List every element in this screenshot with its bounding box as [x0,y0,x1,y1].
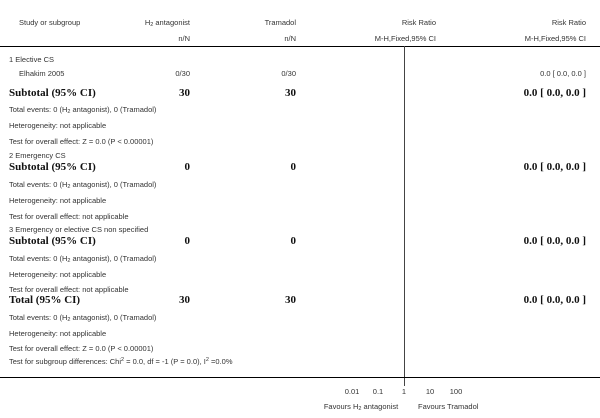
header-exp-n: n/N [178,34,190,43]
note-heterogeneity: Heterogeneity: not applicable [9,196,107,205]
no-effect-line [404,46,405,386]
group-label: 2 Emergency CS [9,151,66,160]
subtotal-ctl: 0 [290,161,296,173]
header-effect-title: Risk Ratio [551,18,586,27]
total-effect: 0.0 [ 0.0, 0.0 ] [523,294,586,306]
note-events: Total events: 0 (H2 antagonist), 0 (Tramadol) [9,180,157,190]
group-label: 3 Emergency or elective CS non specified [9,225,149,234]
header-plot-title: Risk Ratio [401,18,436,27]
x-tick-label: 100 [449,387,463,396]
x-tick-label: 10 [425,387,435,396]
subtotal-exp: 30 [179,87,190,99]
subtotal-exp: 0 [184,235,190,247]
study-effect: 0.0 [ 0.0, 0.0 ] [540,69,586,78]
header-study: Study or subgroup [19,18,81,27]
subtotal-label: Subtotal (95% CI) [9,161,96,173]
note-heterogeneity: Heterogeneity: not applicable [9,329,107,338]
header-effect-method: M-H,Fixed,95% CI [524,34,586,43]
header-experimental: H2 antagonist [144,18,190,28]
subtotal-ctl: 0 [290,235,296,247]
note-events: Total events: 0 (H2 antagonist), 0 (Tramadol) [9,313,157,323]
study-exp: 0/30 [175,69,190,78]
note-subgroup-differences: Test for subgroup differences: Chi$^2$ = 0.0, df = -1 (P = 0.0), $I^2 =0.0\%$ [9,357,233,366]
favours-right-label: Favours Tramadol [418,402,479,411]
group-label: 1 Elective CS [9,55,55,64]
note-heterogeneity: Heterogeneity: not applicable [9,270,107,279]
subtotal-exp: 0 [184,161,190,173]
header-control: Tramadol [264,18,296,27]
subtotal-label: Subtotal (95% CI) [9,87,96,99]
x-tick-label: 0.01 [344,387,360,396]
note-heterogeneity: Heterogeneity: not applicable [9,121,107,130]
header-ctl-n: n/N [284,34,296,43]
study-ctl: 0/30 [281,69,296,78]
x-tick-label: 1 [401,387,407,396]
total-label: Total (95% CI) [9,294,81,306]
note-overall: Test for overall effect: not applicable [9,212,129,221]
study-name: Elhakim 2005 [19,69,65,78]
subtotal-effect: 0.0 [ 0.0, 0.0 ] [523,235,586,247]
note-overall: Test for overall effect: not applicable [9,285,129,294]
note-overall: Test for overall effect: Z = 0.0 (P < 0.00001) [9,137,154,146]
total-ctl: 30 [285,294,296,306]
note-events: Total events: 0 (H2 antagonist), 0 (Tramadol) [9,254,157,264]
footer-rule [0,377,600,378]
header-rule [0,46,600,47]
note-events: Total events: 0 (H2 antagonist), 0 (Tramadol) [9,105,157,115]
note-overall: Test for overall effect: Z = 0.0 (P < 0.00001) [9,344,154,353]
favours-left-label: Favours H2 antagonist [323,402,399,412]
total-exp: 30 [179,294,190,306]
subtotal-label: Subtotal (95% CI) [9,235,96,247]
subtotal-effect: 0.0 [ 0.0, 0.0 ] [523,161,586,173]
subtotal-ctl: 30 [285,87,296,99]
header-plot-method: M-H,Fixed,95% CI [374,34,436,43]
subtotal-effect: 0.0 [ 0.0, 0.0 ] [523,87,586,99]
x-tick-label: 0.1 [372,387,384,396]
